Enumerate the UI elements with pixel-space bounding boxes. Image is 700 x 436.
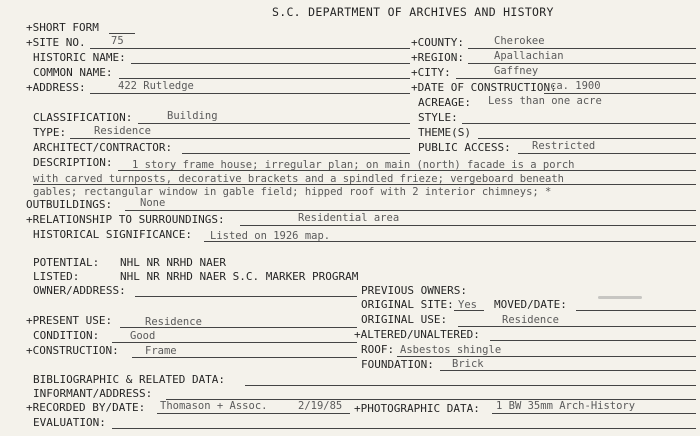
historical-significance-value: Listed on 1926 map. — [210, 230, 331, 242]
recorded-by-value: Thomason + Assoc. — [160, 400, 268, 412]
type-value: Residence — [94, 125, 151, 137]
moved-date-line — [576, 310, 696, 311]
bibliographic-label: BIBLIOGRAPHIC & RELATED DATA: — [33, 373, 226, 386]
bibliographic-line — [245, 385, 696, 386]
common-name-label: COMMON NAME: — [33, 66, 113, 79]
date-construction-line — [544, 93, 696, 94]
original-site-value: Yes — [458, 299, 477, 311]
condition-line — [112, 342, 357, 343]
relationship-line — [240, 225, 696, 226]
county-line — [468, 48, 696, 49]
listed-label: LISTED: — [33, 270, 80, 283]
roof-value: Asbestos shingle — [400, 344, 502, 356]
owner-address-label: OWNER/ADDRESS: — [33, 284, 126, 297]
themes-label: THEME(S) — [418, 126, 471, 139]
address-line — [90, 93, 410, 94]
type-line — [70, 138, 410, 139]
common-name-line — [119, 78, 410, 79]
short-form-line — [109, 33, 135, 34]
owner-address-line — [135, 296, 357, 297]
previous-owners-label: PREVIOUS OWNERS: — [361, 284, 467, 297]
relationship-value: Residential area — [298, 212, 400, 224]
date-construction-value: ca. 1900 — [550, 80, 601, 92]
condition-value: Good — [130, 330, 156, 342]
altered-label: +ALTERED/UNALTERED: — [354, 328, 480, 341]
address-value: 422 Rutledge — [118, 80, 194, 92]
listed-options: NHL NR NRHD NAER S.C. MARKER PROGRAM — [120, 270, 359, 283]
outbuildings-value: None — [140, 197, 166, 209]
construction-label: +CONSTRUCTION: — [26, 344, 119, 357]
acreage-value: Less than one acre — [488, 95, 602, 107]
style-line — [462, 123, 696, 124]
roof-label: ROOF: — [361, 343, 395, 356]
classification-label: CLASSIFICATION: — [33, 111, 133, 124]
original-site-line — [454, 310, 484, 311]
region-line — [468, 63, 696, 64]
historic-name-line — [131, 63, 410, 64]
region-label: +REGION: — [411, 51, 464, 64]
moved-date-label: MOVED/DATE: — [494, 298, 567, 311]
classification-value: Building — [167, 110, 218, 122]
description-label: DESCRIPTION: — [33, 156, 113, 169]
county-value: Cherokee — [494, 35, 545, 47]
themes-line — [478, 138, 696, 139]
original-site-label: ORIGINAL SITE: — [361, 298, 454, 311]
city-line — [456, 78, 696, 79]
photographic-line — [492, 413, 696, 414]
architect-label: ARCHITECT/CONTRACTOR: — [33, 141, 173, 154]
historical-significance-line — [204, 241, 696, 242]
public-access-line — [518, 153, 696, 154]
condition-label: CONDITION: — [33, 329, 100, 342]
description-rule-2 — [33, 184, 696, 185]
evaluation-label: EVALUATION: — [33, 416, 106, 429]
site-no-line — [90, 48, 410, 49]
foundation-line — [440, 370, 696, 371]
potential-label: POTENTIAL: — [33, 256, 100, 269]
form-title: S.C. DEPARTMENT OF ARCHIVES AND HISTORY — [272, 5, 554, 19]
evaluation-line — [112, 428, 696, 429]
informant-label: INFORMANT/ADDRESS: — [33, 387, 153, 400]
city-label: +CITY: — [411, 66, 451, 79]
description-line-3: gables; rectangular window in gable field; hipped roof with 2 interior chimneys; * — [33, 186, 552, 198]
public-access-label: PUBLIC ACCESS: — [418, 141, 511, 154]
site-no-label: +SITE NO. — [26, 36, 86, 49]
relationship-label: +RELATIONSHIP TO SURROUNDINGS: — [26, 213, 225, 226]
recorded-by-label: +RECORDED BY/DATE: — [26, 401, 146, 414]
construction-value: Frame — [145, 345, 177, 357]
outbuildings-label: OUTBUILDINGS: — [26, 198, 113, 211]
original-use-line — [458, 326, 696, 327]
present-use-line — [120, 327, 357, 328]
date-construction-label: +DATE OF CONSTRUCTION: — [411, 81, 557, 94]
outbuildings-line — [125, 210, 696, 211]
description-line-2: with carved turnposts, decorative brackets and a spindled frieze; vergeboard beneath — [33, 173, 565, 185]
classification-line — [138, 123, 410, 124]
acreage-label: ACREAGE: — [418, 96, 471, 109]
recorded-date-value: 2/19/85 — [298, 400, 343, 412]
city-value: Gaffney — [494, 65, 539, 77]
description-line-1: 1 story frame house; irregular plan; on main (north) facade is a porch — [132, 159, 575, 171]
address-label: +ADDRESS: — [26, 81, 86, 94]
type-label: TYPE: — [33, 126, 67, 139]
original-use-label: ORIGINAL USE: — [361, 313, 448, 326]
construction-line — [132, 357, 357, 358]
description-rule-1 — [118, 170, 696, 171]
public-access-value: Restricted — [532, 140, 596, 152]
historic-name-label: HISTORIC NAME: — [33, 51, 126, 64]
foundation-value: Brick — [452, 358, 484, 370]
photographic-value: 1 BW 35mm Arch-History — [496, 400, 636, 412]
roof-line — [397, 356, 696, 357]
present-use-label: +PRESENT USE: — [26, 314, 113, 327]
county-label: +COUNTY: — [411, 36, 464, 49]
ink-smudge — [598, 296, 642, 299]
style-label: STYLE: — [418, 111, 458, 124]
region-value: Apallachian — [494, 50, 564, 62]
foundation-label: FOUNDATION: — [361, 358, 434, 371]
present-use-value: Residence — [145, 316, 202, 328]
short-form-label: +SHORT FORM — [26, 21, 99, 34]
recorded-by-line — [157, 413, 350, 414]
altered-line — [490, 340, 696, 341]
site-no-value: 75 — [111, 35, 124, 47]
original-use-value: Residence — [502, 314, 559, 326]
historical-significance-label: HISTORICAL SIGNIFICANCE: — [33, 228, 192, 241]
photographic-label: +PHOTOGRAPHIC DATA: — [354, 402, 480, 415]
architect-line — [182, 153, 410, 154]
potential-options: NHL NR NRHD NAER — [120, 256, 226, 269]
